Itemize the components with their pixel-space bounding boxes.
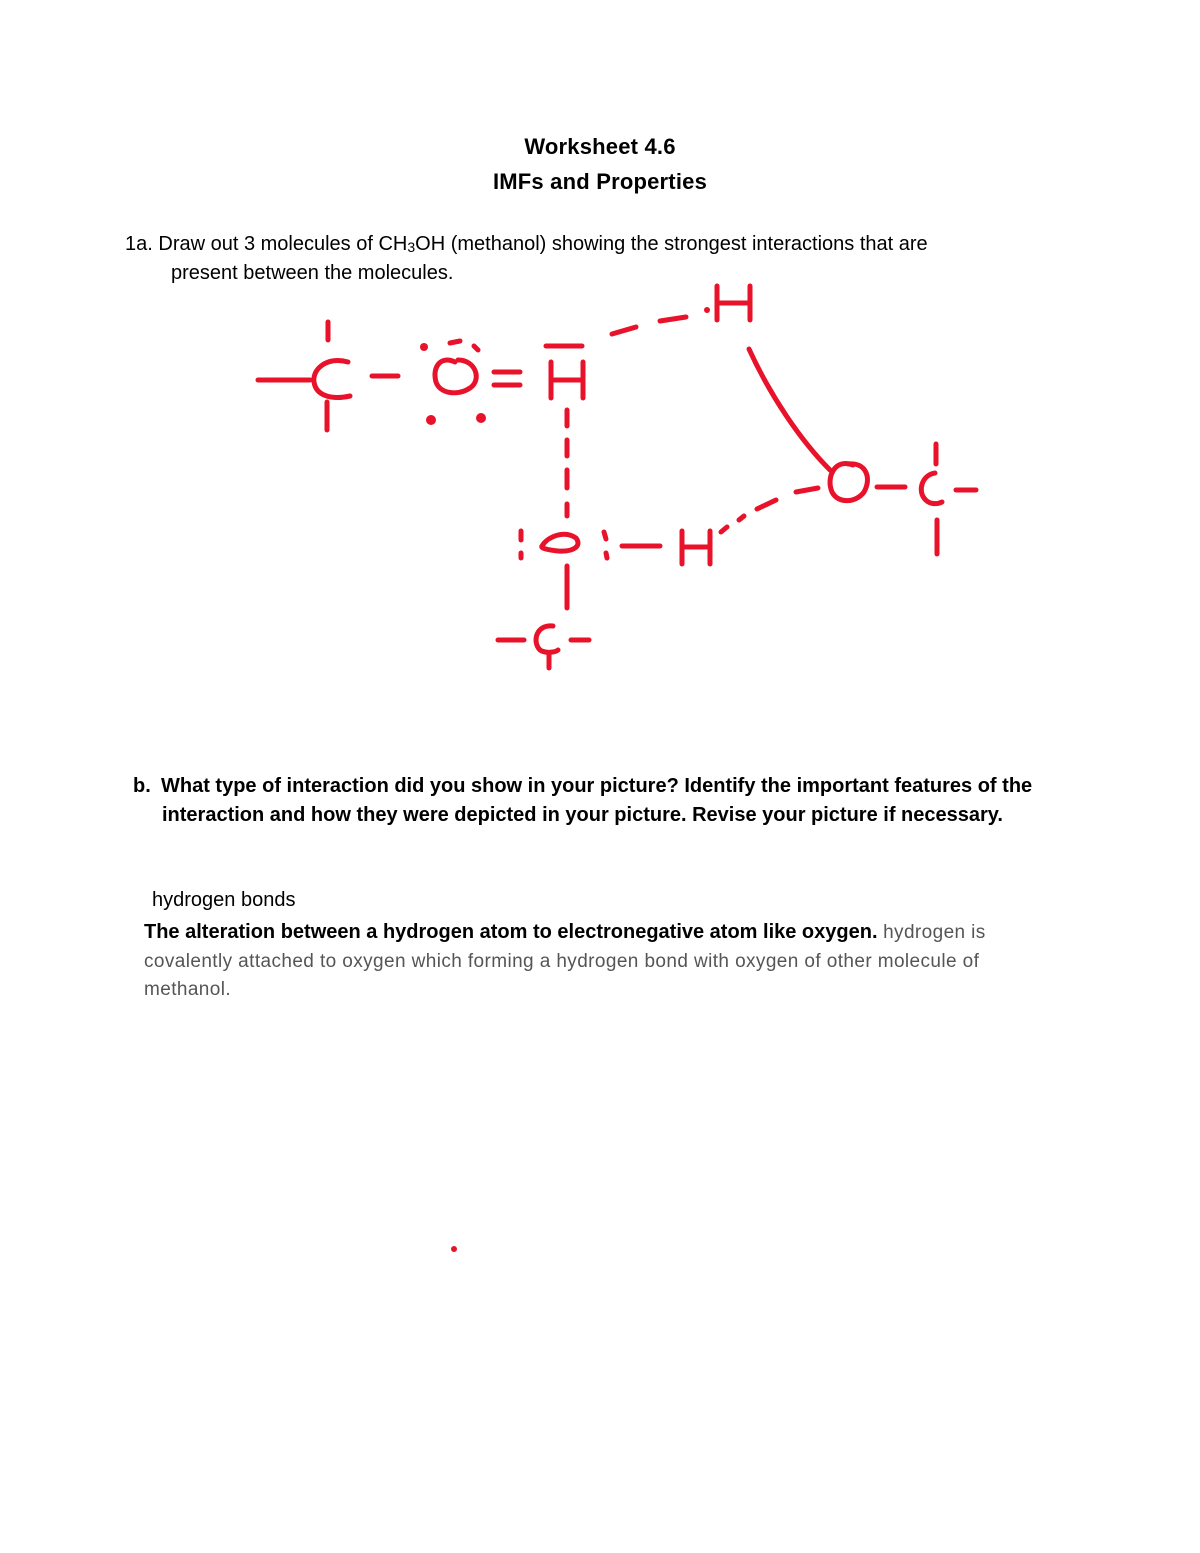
m2-carbon-label — [536, 626, 558, 652]
m1-lone-pair-mark-2 — [474, 346, 478, 350]
stray-ink-dot — [451, 1246, 457, 1252]
h-bond-diagonal — [721, 488, 818, 532]
molecule-3 — [717, 286, 976, 554]
m1-oxygen-label — [435, 360, 476, 393]
answer-plain-part3: methanol. — [144, 979, 232, 1000]
m3-oxygen-label — [830, 464, 867, 501]
h-bond-top — [612, 307, 710, 334]
m1-lone-pair-mark — [450, 341, 460, 343]
question-1b-line2: interaction and how they were depicted in your picture. Revise your picture if necessary. — [162, 804, 1003, 826]
question-1a-text-post: OH (methanol) showing the strongest interactions that are — [415, 233, 928, 255]
m1-lone-pair-dot-2 — [426, 415, 436, 425]
answer-plain-part1: hydrogen is — [883, 922, 986, 943]
question-1a-number: 1a. — [125, 233, 153, 255]
question-1b-line1 — [133, 772, 1032, 801]
answer-paragraph — [144, 918, 1104, 947]
question-1a-text-pre: Draw out 3 molecules of CH — [158, 233, 408, 255]
answer-heading: hydrogen bonds — [152, 889, 296, 911]
answer-bold-sentence: The alteration between a hydrogen atom to electronegative atom like oxygen. — [144, 921, 878, 943]
m1-lone-pair-dot-1 — [420, 343, 428, 351]
molecule-2 — [498, 531, 710, 668]
question-1a-subscript: 3 — [407, 239, 416, 255]
methanol-hydrogen-bond-drawing — [0, 0, 1200, 720]
question-1b-number: b. — [133, 775, 151, 797]
m3-o-h-bond — [749, 349, 830, 470]
m2-oxygen-label — [542, 534, 578, 551]
m3-carbon-label — [921, 473, 942, 504]
molecule-1 — [258, 322, 583, 430]
question-1b-text1: What type of interaction did you show in your picture? Identify the important features of the — [161, 775, 1033, 797]
m1-lone-pair-dot-3 — [476, 413, 486, 423]
answer-plain-part2: covalently attached to oxygen which forming a hydrogen bond with oxygen of other molecule of — [144, 951, 980, 972]
worksheet-title: Worksheet 4.6 — [524, 134, 676, 159]
question-1a-line2: present between the molecules. — [171, 262, 454, 284]
m2-lone-pair-right-1 — [604, 532, 606, 539]
worksheet-subtitle: IMFs and Properties — [492, 169, 708, 194]
m1-carbon-label — [314, 361, 350, 398]
m2-lone-pair-right-2 — [606, 553, 607, 558]
